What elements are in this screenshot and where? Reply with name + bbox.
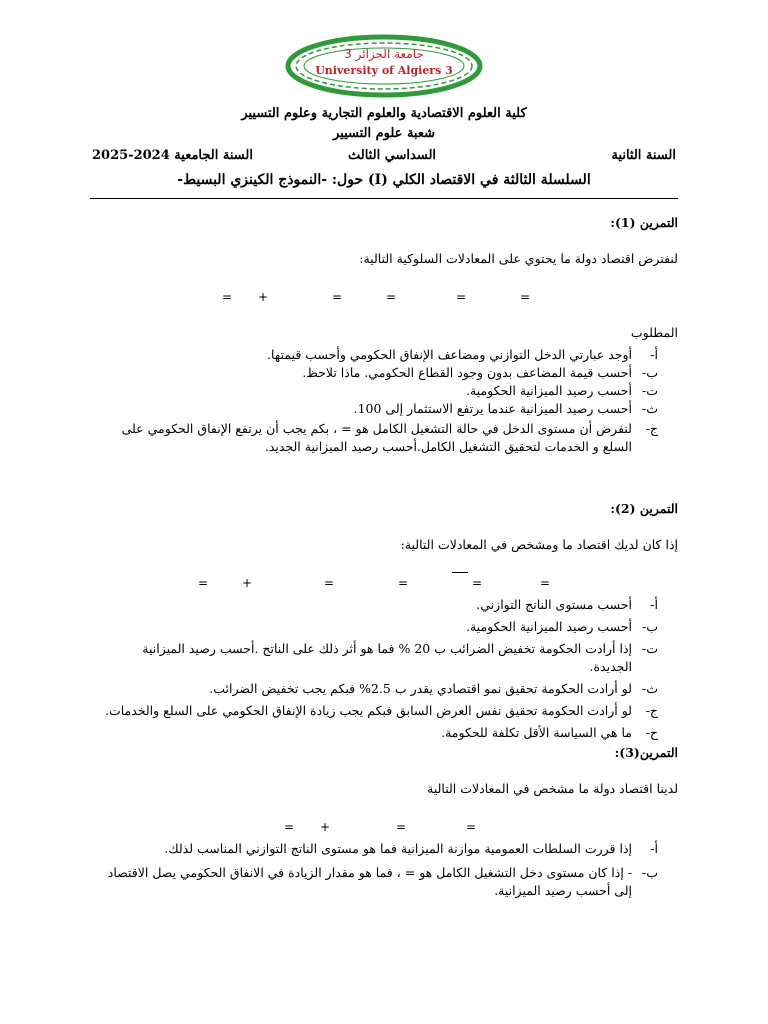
question-text: لنفرض أن مستوى الدخل في حالة التشغيل الكامل هو = ، بكم يجب أن يرتفع الإنفاق الحكومي على السلع و الخدمات لتحقيق التشغيل الكامل.أحسب رصيد الميزانية الجديد. — [121, 421, 632, 454]
question-label: ت- — [642, 383, 658, 398]
equation-symbol: = — [222, 290, 233, 304]
exercise-1-questions — [100, 346, 658, 456]
equation-symbol: = — [284, 820, 295, 834]
question-label: أ- — [650, 597, 658, 612]
question-text: أوجد عبارتي الدخل التوازني ومضاعف الإنفاق الحكومي وأحسب قيمتها. — [267, 347, 632, 362]
university-logo — [284, 34, 484, 98]
exercise-3-questions — [100, 840, 658, 900]
semester: السداسي الثالث — [348, 148, 437, 163]
question-label: ح- — [645, 725, 658, 740]
question-label: أ- — [650, 841, 658, 856]
question-item — [100, 420, 658, 456]
question-label: أ- — [650, 347, 658, 362]
exercise-2-questions — [100, 596, 658, 742]
question-label: ب- — [642, 365, 658, 380]
question-label: ب- — [642, 619, 658, 634]
faculty-name: كلية العلوم الاقتصادية والعلوم التجارية وعلوم التسيير — [241, 106, 527, 121]
question-item — [100, 364, 658, 382]
question-item — [100, 680, 658, 698]
question-item — [100, 618, 658, 636]
question-text: ما هي السياسة الأقل تكلفة للحكومة. — [441, 725, 632, 740]
equation-symbol: = — [540, 576, 551, 590]
question-text: إذا أرادت الحكومة تخفيض الضرائب ب 20 % فما هو أثر ذلك على الناتج .أحسب رصيد الميزانية الجديدة. — [142, 641, 632, 674]
fraction-bar — [452, 572, 468, 573]
question-text: لو أرادت الحكومة تحقيق نفس العرض السابق فبكم يجب زيادة الإنفاق الحكومي على السلع والخدمات. — [105, 703, 632, 718]
academic-year: السنة الجامعية 2024-2025 — [92, 148, 253, 163]
question-text: أحسب رصيد الميزانية الحكومية. — [466, 383, 632, 398]
exercise-3-heading: التمرين(3): — [614, 745, 678, 760]
question-label: ت- — [642, 641, 658, 656]
required-label: المطلوب — [630, 325, 678, 340]
equation-symbol: = — [466, 820, 477, 834]
equation-symbol: = — [472, 576, 483, 590]
exercise-1-intro: لنفترض اقتصاد دولة ما يحتوي على المعادلات السلوكية التالية: — [359, 251, 678, 266]
question-item — [100, 596, 658, 614]
study-year: السنة الثانية — [611, 148, 676, 163]
question-text: أحسب رصيد الميزانية الحكومية. — [466, 619, 632, 634]
equation-symbol: = — [324, 576, 335, 590]
question-text: - إذا كان مستوى دخل التشغيل الكامل هو = ، فما هو مقدار الزيادة في الانفاق الحكومي يصل الاقتصاد إلى أحسب رصيد الميزانية. — [107, 865, 632, 898]
question-text: أحسب قيمة المضاعف بدون وجود القطاع الحكومي. ماذا تلاحظ. — [302, 365, 632, 380]
equation-symbol: = — [520, 290, 531, 304]
svg-text:University of Algiers 3: University of Algiers 3 — [315, 64, 453, 77]
svg-text:جامعة الجزائر 3: جامعة الجزائر 3 — [344, 47, 424, 61]
question-text: أحسب مستوى الناتج التوازني. — [476, 597, 632, 612]
header-divider — [90, 198, 678, 199]
question-item — [100, 840, 658, 858]
department-name: شعبة علوم التسيير — [332, 126, 436, 141]
exercise-2-intro: إذا كان لديك اقتصاد ما ومشخص في المعادلات التالية: — [400, 537, 678, 552]
question-label: ج- — [645, 703, 658, 718]
question-item — [100, 640, 658, 676]
question-label: ج- — [645, 421, 658, 436]
question-item — [100, 724, 658, 742]
series-title: السلسلة الثالثة في الاقتصاد الكلي (I) حول: -النموذج الكينزي البسيط- — [177, 172, 591, 188]
question-text: أحسب رصيد الميزانية عندما يرتفع الاستثمار إلى 100. — [353, 401, 632, 416]
equation-symbol: = — [386, 290, 397, 304]
question-item — [100, 382, 658, 400]
question-item — [100, 864, 658, 900]
question-text: لو أرادت الحكومة تحقيق نمو اقتصادي يقدر ب 2.5% فبكم يجب تخفيض الضرائب. — [209, 681, 632, 696]
question-item — [100, 702, 658, 720]
question-label: ب- — [642, 865, 658, 880]
equation-symbol: = — [398, 576, 409, 590]
equation-symbol: = — [198, 576, 209, 590]
equation-symbol: = — [456, 290, 467, 304]
equation-symbol: = — [396, 820, 407, 834]
equation-symbol: + — [258, 290, 269, 304]
question-item — [100, 400, 658, 418]
question-label: ث- — [642, 401, 658, 416]
exercise-3-intro: لدينا اقتصاد دولة ما مشخص في المعادلات التالية — [427, 781, 678, 796]
exercise-1-heading: التمرين (1): — [610, 215, 678, 230]
exercise-2-heading: التمرين (2): — [610, 501, 678, 516]
equation-symbol: + — [320, 820, 331, 834]
equation-symbol: + — [242, 576, 253, 590]
equation-symbol: = — [332, 290, 343, 304]
question-text: إذا قررت السلطات العمومية موازنة الميزانية فما هو مستوى الناتج التوازني المناسب لذلك. — [164, 841, 632, 856]
question-item — [100, 346, 658, 364]
question-label: ث- — [642, 681, 658, 696]
